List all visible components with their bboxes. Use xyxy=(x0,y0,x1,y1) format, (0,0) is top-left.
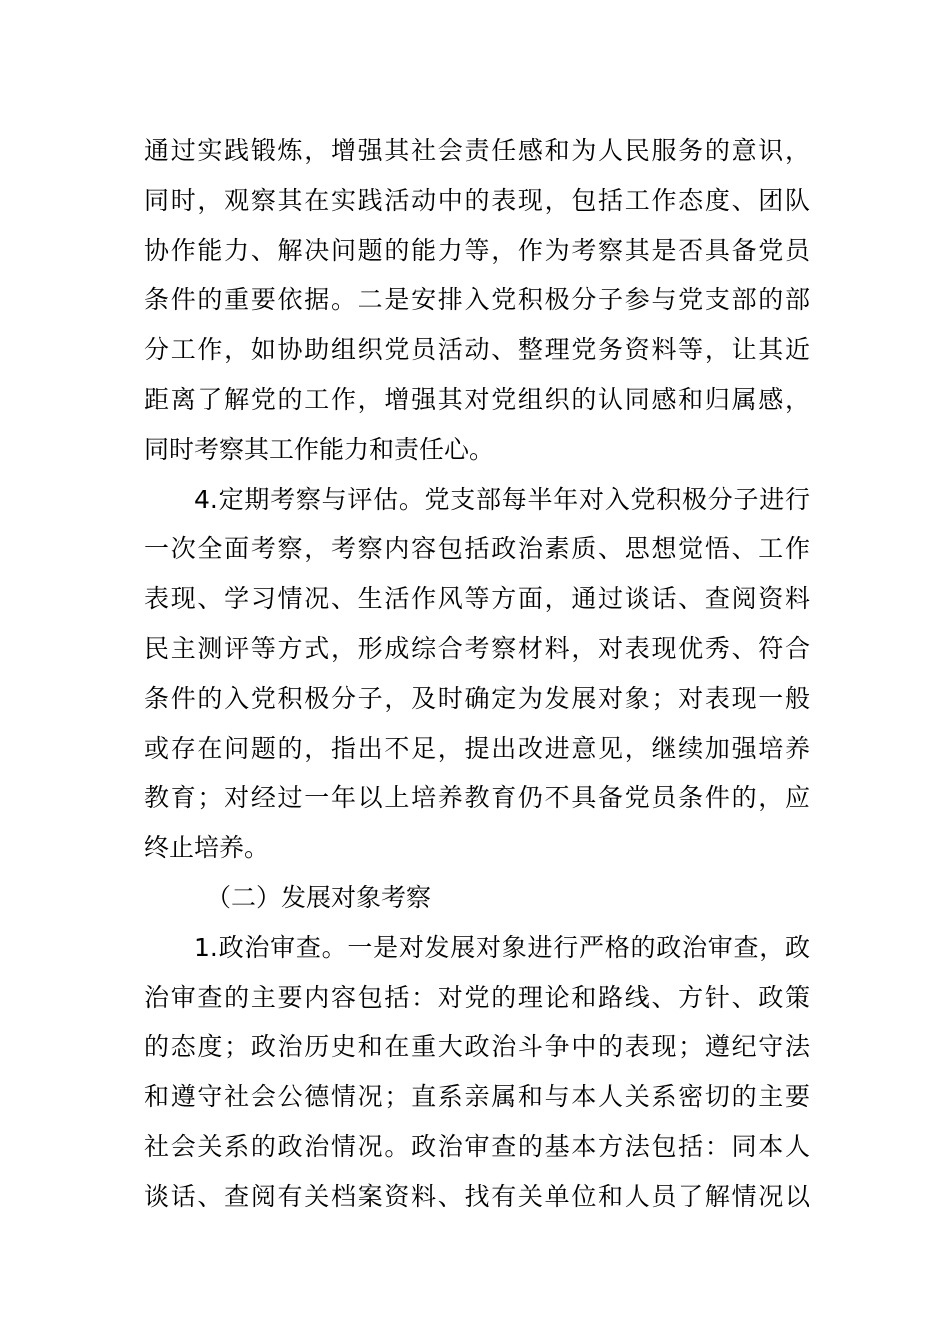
text-line: 和遵守社会公德情况；直系亲属和与本人关系密切的主要 xyxy=(144,1082,810,1112)
paragraph-first-line: 4.定期考察与评估。党支部每半年对入党积极分子进行 xyxy=(194,484,810,514)
text-line: 社会关系的政治情况。政治审查的基本方法包括：同本人 xyxy=(144,1131,810,1161)
text-line: 条件的重要依据。二是安排入党积极分子参与党支部的部 xyxy=(144,285,810,315)
text-line: 一次全面考察，考察内容包括政治素质、思想觉悟、工作 xyxy=(144,534,810,564)
text-line: 谈话、查阅有关档案资料、找有关单位和人员了解情况以 xyxy=(144,1181,810,1211)
text-line: 教育；对经过一年以上培养教育仍不具备党员条件的，应 xyxy=(144,783,810,813)
paragraph-first-line: 1.政治审查。一是对发展对象进行严格的政治审查，政 xyxy=(194,932,810,962)
text-line: 距离了解党的工作，增强其对党组织的认同感和归属感， xyxy=(144,384,810,414)
text-line: 协作能力、解决问题的能力等，作为考察其是否具备党员 xyxy=(144,235,810,265)
section-heading: （二）发展对象考察 xyxy=(206,882,432,912)
text-line: 分工作，如协助组织党员活动、整理党务资料等，让其近 xyxy=(144,335,810,365)
text-line: 同时考察其工作能力和责任心。 xyxy=(144,434,495,464)
text-line: 民主测评等方式，形成综合考察材料，对表现优秀、符合 xyxy=(144,633,810,663)
text-line: 终止培养。 xyxy=(144,833,270,863)
text-line: 治审查的主要内容包括：对党的理论和路线、方针、政策 xyxy=(144,982,810,1012)
text-line: 的态度；政治历史和在重大政治斗争中的表现；遵纪守法 xyxy=(144,1032,810,1062)
text-line: 通过实践锻炼，增强其社会责任感和为人民服务的意识， xyxy=(144,136,810,165)
text-line: 表现、学习情况、生活作风等方面，通过谈话、查阅资料 xyxy=(144,584,810,614)
text-line: 条件的入党积极分子，及时确定为发展对象；对表现一般 xyxy=(144,683,810,713)
text-line: 同时，观察其在实践活动中的表现，包括工作态度、团队 xyxy=(144,185,810,215)
text-line: 或存在问题的，指出不足，提出改进意见，继续加强培养 xyxy=(144,733,810,763)
document-body xyxy=(144,126,810,1222)
